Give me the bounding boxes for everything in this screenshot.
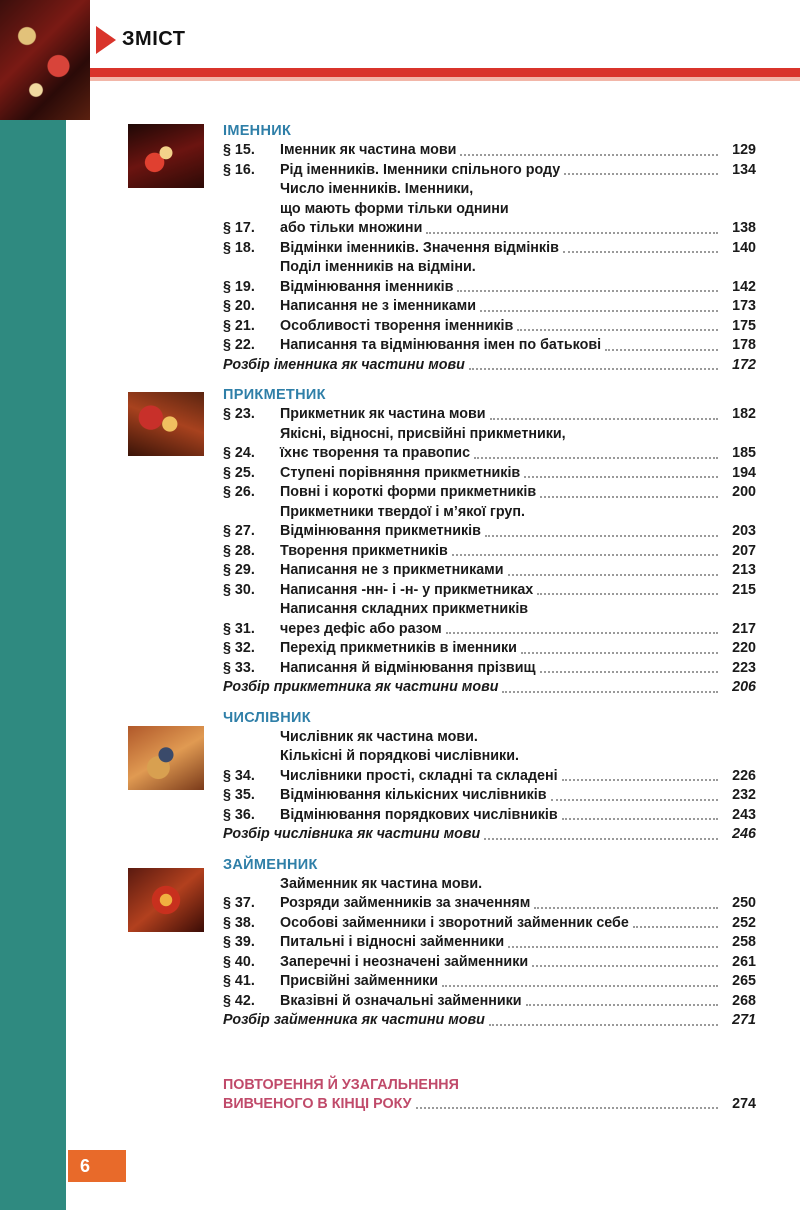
analysis-entry[interactable] bbox=[223, 356, 756, 376]
entry-title-line: Якісні, відносні, присвійні прикметники, bbox=[280, 425, 566, 442]
entry-title-last-line bbox=[280, 639, 756, 659]
analysis-line bbox=[223, 1011, 756, 1031]
analysis-line bbox=[223, 825, 756, 845]
dot-leader bbox=[633, 926, 718, 928]
page-ref: 182 bbox=[732, 406, 756, 422]
toc-entry[interactable] bbox=[223, 317, 756, 337]
toc-entry[interactable] bbox=[223, 786, 756, 806]
entry-body bbox=[280, 336, 756, 356]
page-ref: 226 bbox=[732, 767, 756, 784]
dot-leader bbox=[521, 652, 718, 654]
toc-entry[interactable] bbox=[223, 258, 756, 297]
entry-title-last-line bbox=[280, 561, 756, 581]
dot-leader bbox=[416, 1107, 718, 1109]
toc-entry[interactable] bbox=[223, 639, 756, 659]
section-heading[interactable]: ЧИСЛІВНИК bbox=[223, 709, 311, 726]
entry-body bbox=[280, 542, 756, 562]
dot-leader bbox=[452, 554, 718, 556]
dot-leader bbox=[540, 496, 718, 498]
page-ref: 215 bbox=[732, 581, 756, 598]
entry-title-last-line bbox=[280, 219, 756, 239]
page-ref: 252 bbox=[732, 914, 756, 931]
toc-entry[interactable] bbox=[223, 425, 756, 464]
section-illustration-noun bbox=[128, 124, 204, 188]
page-ref: 223 bbox=[732, 659, 756, 676]
toc-entry[interactable] bbox=[223, 503, 756, 542]
page-ref: 173 bbox=[732, 298, 756, 314]
page-number-box bbox=[68, 1150, 126, 1182]
paragraph-number: § 31. bbox=[223, 620, 255, 637]
paragraph-number: § 34. bbox=[223, 767, 255, 784]
page-ref: 142 bbox=[732, 278, 756, 295]
entry-title-text: Перехід прикметників в іменники bbox=[280, 640, 517, 656]
dot-leader bbox=[460, 154, 718, 156]
entry-body bbox=[280, 239, 756, 259]
toc-section bbox=[223, 386, 756, 698]
entry-body bbox=[280, 728, 756, 787]
paragraph-number: § 37. bbox=[223, 895, 255, 911]
dot-leader bbox=[562, 818, 718, 820]
entry-body bbox=[280, 180, 756, 239]
entry-title-text: Відмінювання іменників bbox=[280, 278, 454, 295]
entry-body bbox=[280, 464, 756, 484]
entry-title-text: Ступені порівняння прикметників bbox=[280, 464, 521, 481]
entry-title-text: Написання не з прикметниками bbox=[280, 562, 504, 578]
paragraph-number: § 29. bbox=[223, 562, 255, 578]
toc-entry[interactable] bbox=[223, 297, 756, 317]
dot-leader bbox=[442, 985, 718, 987]
section-heading[interactable]: ПРИКМЕТНИК bbox=[223, 387, 326, 403]
paragraph-number: § 18. bbox=[223, 239, 255, 256]
dot-leader bbox=[426, 232, 718, 234]
paragraph-number: § 40. bbox=[223, 953, 255, 970]
entry-title-text: Повні і короткі форми прикметників bbox=[280, 484, 537, 500]
page-ref: 246 bbox=[732, 826, 756, 842]
paragraph-number: § 33. bbox=[223, 659, 255, 676]
entry-title-text: Написання не з іменниками bbox=[280, 298, 477, 314]
page-ref: 232 bbox=[732, 787, 756, 803]
paragraph-number: § 21. bbox=[223, 317, 255, 334]
entry-body bbox=[280, 161, 756, 181]
page-ref: 175 bbox=[732, 317, 756, 334]
analysis-text: Розбір займенника як частини мови bbox=[223, 1012, 485, 1028]
dot-leader bbox=[485, 535, 718, 537]
section-illustration-adjective bbox=[128, 392, 204, 456]
page-ref: 268 bbox=[732, 992, 756, 1009]
entry-body bbox=[280, 600, 756, 639]
analysis-line bbox=[223, 356, 756, 376]
entry-body bbox=[280, 503, 756, 542]
section-illustration-numeral bbox=[128, 726, 204, 790]
paragraph-number: § 41. bbox=[223, 973, 255, 989]
dot-leader bbox=[534, 907, 718, 909]
toc-entry[interactable] bbox=[223, 992, 756, 1012]
paragraph-number: § 20. bbox=[223, 298, 255, 314]
page-ref: 185 bbox=[732, 445, 756, 461]
paragraph-number: § 25. bbox=[223, 464, 255, 481]
entry-body bbox=[280, 933, 756, 953]
page-ref: 207 bbox=[732, 542, 756, 559]
page-ref: 203 bbox=[732, 523, 756, 539]
toc-entry[interactable] bbox=[223, 972, 756, 992]
page-ref: 134 bbox=[732, 161, 756, 178]
page-ref: 258 bbox=[732, 934, 756, 950]
page-ref: 274 bbox=[732, 1095, 756, 1112]
section-heading[interactable]: ЗАЙМЕННИК bbox=[223, 856, 318, 873]
paragraph-number: § 36. bbox=[223, 806, 255, 823]
entry-body bbox=[280, 806, 756, 826]
table-of-contents bbox=[223, 122, 756, 1114]
entry-title-last-line bbox=[280, 161, 756, 181]
page-ref: 178 bbox=[732, 337, 756, 353]
entry-title-last-line bbox=[280, 444, 756, 464]
entry-title-text: Прикметник як частина мови bbox=[280, 406, 486, 422]
dot-leader bbox=[532, 965, 718, 967]
review-entry[interactable] bbox=[223, 1075, 756, 1115]
entry-title-last-line bbox=[280, 522, 756, 542]
entry-title-last-line bbox=[280, 992, 756, 1012]
analysis-entry[interactable] bbox=[223, 1011, 756, 1031]
entry-title-last-line bbox=[280, 620, 756, 640]
section-illustration-pronoun bbox=[128, 868, 204, 932]
entry-title-last-line bbox=[280, 581, 756, 601]
entry-title-text: Особливості творення іменників bbox=[280, 317, 514, 334]
entry-title-last-line bbox=[280, 464, 756, 484]
entry-title-last-line bbox=[280, 336, 756, 356]
page-ref: 271 bbox=[732, 1012, 756, 1028]
entry-body bbox=[280, 425, 756, 464]
entry-title-text: Написання та відмінювання імен по батькові bbox=[280, 337, 602, 353]
entry-body bbox=[280, 953, 756, 973]
dot-leader bbox=[537, 593, 718, 595]
dot-leader bbox=[508, 574, 718, 576]
page-ref: 217 bbox=[732, 620, 756, 637]
analysis-text: Розбір прикметника як частини мови bbox=[223, 679, 499, 695]
entry-title-last-line bbox=[280, 297, 756, 317]
toc-entry[interactable] bbox=[223, 141, 756, 161]
paragraph-number: § 30. bbox=[223, 581, 255, 598]
entry-title-last-line bbox=[280, 542, 756, 562]
entry-body bbox=[280, 659, 756, 679]
entry-title-text: Заперечні і неозначені займенники bbox=[280, 953, 529, 970]
paragraph-number: § 39. bbox=[223, 934, 255, 950]
dot-leader bbox=[563, 251, 718, 253]
toc-entry[interactable] bbox=[223, 405, 756, 425]
entry-title-text: Питальні і відносні займенники bbox=[280, 934, 505, 950]
toc-entry[interactable] bbox=[223, 336, 756, 356]
entry-title-last-line bbox=[280, 659, 756, 679]
page-ref: 140 bbox=[732, 239, 756, 256]
toc-entry[interactable] bbox=[223, 464, 756, 484]
toc-section bbox=[223, 856, 756, 1031]
entry-title-text: Числівники прості, складні та складені bbox=[280, 767, 558, 784]
review-last-line bbox=[223, 1095, 756, 1115]
page-ref: 206 bbox=[732, 679, 756, 695]
page-ref: 261 bbox=[732, 953, 756, 970]
header-arrow-icon bbox=[96, 26, 116, 54]
entry-body bbox=[280, 786, 756, 806]
toc-entry[interactable] bbox=[223, 875, 756, 914]
entry-title-last-line bbox=[280, 914, 756, 934]
dot-leader bbox=[562, 779, 718, 781]
entry-title-text: Відмінювання прикметників bbox=[280, 523, 481, 539]
entry-title-text: Відмінювання кількісних числівників bbox=[280, 787, 547, 803]
dot-leader bbox=[484, 838, 718, 840]
dot-leader bbox=[551, 799, 718, 801]
entry-title-text: через дефіс або разом bbox=[280, 620, 442, 637]
page-number: 6 bbox=[80, 1156, 91, 1176]
toc-section bbox=[223, 122, 756, 375]
dot-leader bbox=[540, 671, 718, 673]
entry-title-last-line bbox=[280, 405, 756, 425]
entry-title-last-line bbox=[280, 806, 756, 826]
entry-title-last-line bbox=[280, 239, 756, 259]
analysis-text: Розбір числівника як частини мови bbox=[223, 826, 481, 842]
entry-title-text: Відмінки іменників. Значення відмінків bbox=[280, 239, 559, 256]
entry-title-text: Вказівні й означальні займенники bbox=[280, 992, 522, 1009]
analysis-entry[interactable] bbox=[223, 825, 756, 845]
entry-title-line: Кількісні й порядкові числівники. bbox=[280, 748, 519, 764]
page-ref: 172 bbox=[732, 356, 756, 373]
entry-title-last-line bbox=[280, 953, 756, 973]
toc-entry[interactable] bbox=[223, 180, 756, 239]
page-ref: 200 bbox=[732, 484, 756, 500]
toc-entry[interactable] bbox=[223, 933, 756, 953]
paragraph-number: § 27. bbox=[223, 523, 255, 539]
section-heading[interactable]: ІМЕННИК bbox=[223, 123, 292, 139]
paragraph-number: § 22. bbox=[223, 337, 255, 353]
entry-body bbox=[280, 483, 756, 503]
analysis-entry[interactable] bbox=[223, 678, 756, 698]
entry-title-text: Написання й відмінювання прізвищ bbox=[280, 659, 536, 676]
entry-title-last-line bbox=[280, 933, 756, 953]
toc-entry[interactable] bbox=[223, 600, 756, 639]
header-rule bbox=[90, 68, 800, 77]
dot-leader bbox=[457, 290, 718, 292]
left-sidebar-band bbox=[0, 0, 66, 1210]
entry-title-line: Написання складних прикметників bbox=[280, 601, 529, 617]
entry-body bbox=[280, 258, 756, 297]
entry-title-last-line bbox=[280, 786, 756, 806]
paragraph-number: § 38. bbox=[223, 914, 255, 931]
page-ref: 213 bbox=[732, 562, 756, 578]
entry-title-line: Займенник як частина мови. bbox=[280, 875, 483, 892]
entry-body bbox=[280, 297, 756, 317]
dot-leader bbox=[526, 1004, 718, 1006]
entry-body bbox=[280, 581, 756, 601]
toc-section bbox=[223, 709, 756, 845]
dot-leader bbox=[446, 632, 718, 634]
dot-leader bbox=[469, 368, 718, 370]
page-ref: 220 bbox=[732, 640, 756, 656]
page-ref: 194 bbox=[732, 464, 756, 481]
entry-body bbox=[280, 141, 756, 161]
entry-title-last-line bbox=[280, 141, 756, 161]
paragraph-number: § 32. bbox=[223, 640, 255, 656]
entry-title-text: Розряди займенників за значенням bbox=[280, 895, 531, 911]
entry-body bbox=[280, 914, 756, 934]
entry-title-last-line bbox=[280, 767, 756, 787]
analysis-line bbox=[223, 678, 756, 698]
entry-title-line: Число іменників. Іменники, bbox=[280, 181, 474, 197]
corner-illustration bbox=[0, 0, 90, 120]
page-ref: 138 bbox=[732, 220, 756, 236]
entry-title-last-line bbox=[280, 894, 756, 914]
dot-leader bbox=[605, 349, 718, 351]
entry-title-last-line bbox=[280, 317, 756, 337]
dot-leader bbox=[502, 691, 718, 693]
paragraph-number: § 17. bbox=[223, 220, 255, 236]
page-ref: 129 bbox=[732, 142, 756, 158]
toc-entry[interactable] bbox=[223, 659, 756, 679]
toc-entry[interactable] bbox=[223, 728, 756, 787]
entry-body bbox=[280, 405, 756, 425]
entry-body bbox=[280, 875, 756, 914]
entry-body bbox=[280, 561, 756, 581]
toc-entry[interactable] bbox=[223, 542, 756, 562]
toc-entry[interactable] bbox=[223, 483, 756, 503]
toc-entry[interactable] bbox=[223, 953, 756, 973]
page-ref: 265 bbox=[732, 973, 756, 989]
review-title-text: ВИВЧЕНОГО В КІНЦІ РОКУ bbox=[223, 1095, 412, 1112]
entry-title-text: Присвійні займенники bbox=[280, 973, 439, 989]
entry-body bbox=[280, 639, 756, 659]
paragraph-number: § 42. bbox=[223, 992, 255, 1009]
toc-entry[interactable] bbox=[223, 806, 756, 826]
entry-body bbox=[280, 972, 756, 992]
paragraph-number: § 16. bbox=[223, 161, 255, 178]
entry-title-line: Числівник як частина мови. bbox=[280, 728, 478, 745]
entry-title-text: Написання -нн- і -н- у прикметниках bbox=[280, 581, 534, 598]
entry-title-text: Творення прикметників bbox=[280, 542, 448, 559]
entry-title-text: або тільки множини bbox=[280, 220, 423, 236]
toc-entry[interactable] bbox=[223, 561, 756, 581]
analysis-text: Розбір іменника як частини мови bbox=[223, 356, 465, 373]
entry-title-text: їхнє творення та правопис bbox=[280, 445, 471, 461]
entry-title-line: що мають форми тільки однини bbox=[280, 200, 509, 217]
paragraph-number: § 19. bbox=[223, 278, 255, 295]
page-title: ЗМІСТ bbox=[122, 28, 186, 50]
entry-title-text: Іменник як частина мови bbox=[280, 142, 457, 158]
toc-entry[interactable] bbox=[223, 914, 756, 934]
dot-leader bbox=[517, 329, 718, 331]
paragraph-number: § 28. bbox=[223, 542, 255, 559]
review-title-line: ПОВТОРЕННЯ Й УЗАГАЛЬНЕННЯ bbox=[223, 1076, 459, 1093]
paragraph-number: § 35. bbox=[223, 787, 255, 803]
toc-entry[interactable] bbox=[223, 239, 756, 259]
paragraph-number: § 24. bbox=[223, 445, 255, 461]
page-ref: 250 bbox=[732, 895, 756, 911]
paragraph-number: § 23. bbox=[223, 406, 255, 422]
entry-title-text: Рід іменників. Іменники спільного роду bbox=[280, 161, 561, 178]
toc-entry[interactable] bbox=[223, 581, 756, 601]
dot-leader bbox=[489, 1024, 718, 1026]
paragraph-number: § 26. bbox=[223, 484, 255, 500]
dot-leader bbox=[508, 946, 718, 948]
entry-title-text: Відмінювання порядкових числівників bbox=[280, 806, 558, 823]
dot-leader bbox=[474, 457, 718, 459]
entry-body bbox=[280, 317, 756, 337]
entry-title-last-line bbox=[280, 483, 756, 503]
entry-title-line: Прикметники твердої і м’якої груп. bbox=[280, 503, 525, 520]
dot-leader bbox=[490, 418, 718, 420]
dot-leader bbox=[564, 173, 718, 175]
entry-title-last-line bbox=[280, 278, 756, 298]
entry-title-line: Поділ іменників на відміни. bbox=[280, 259, 476, 275]
entry-title-last-line bbox=[280, 972, 756, 992]
toc-entry[interactable] bbox=[223, 161, 756, 181]
page-ref: 243 bbox=[732, 806, 756, 823]
dot-leader bbox=[524, 476, 718, 478]
dot-leader bbox=[480, 310, 718, 312]
entry-title-text: Особові займенники і зворотний займенник себе bbox=[280, 914, 629, 931]
paragraph-number: § 15. bbox=[223, 142, 255, 158]
entry-body bbox=[280, 992, 756, 1012]
